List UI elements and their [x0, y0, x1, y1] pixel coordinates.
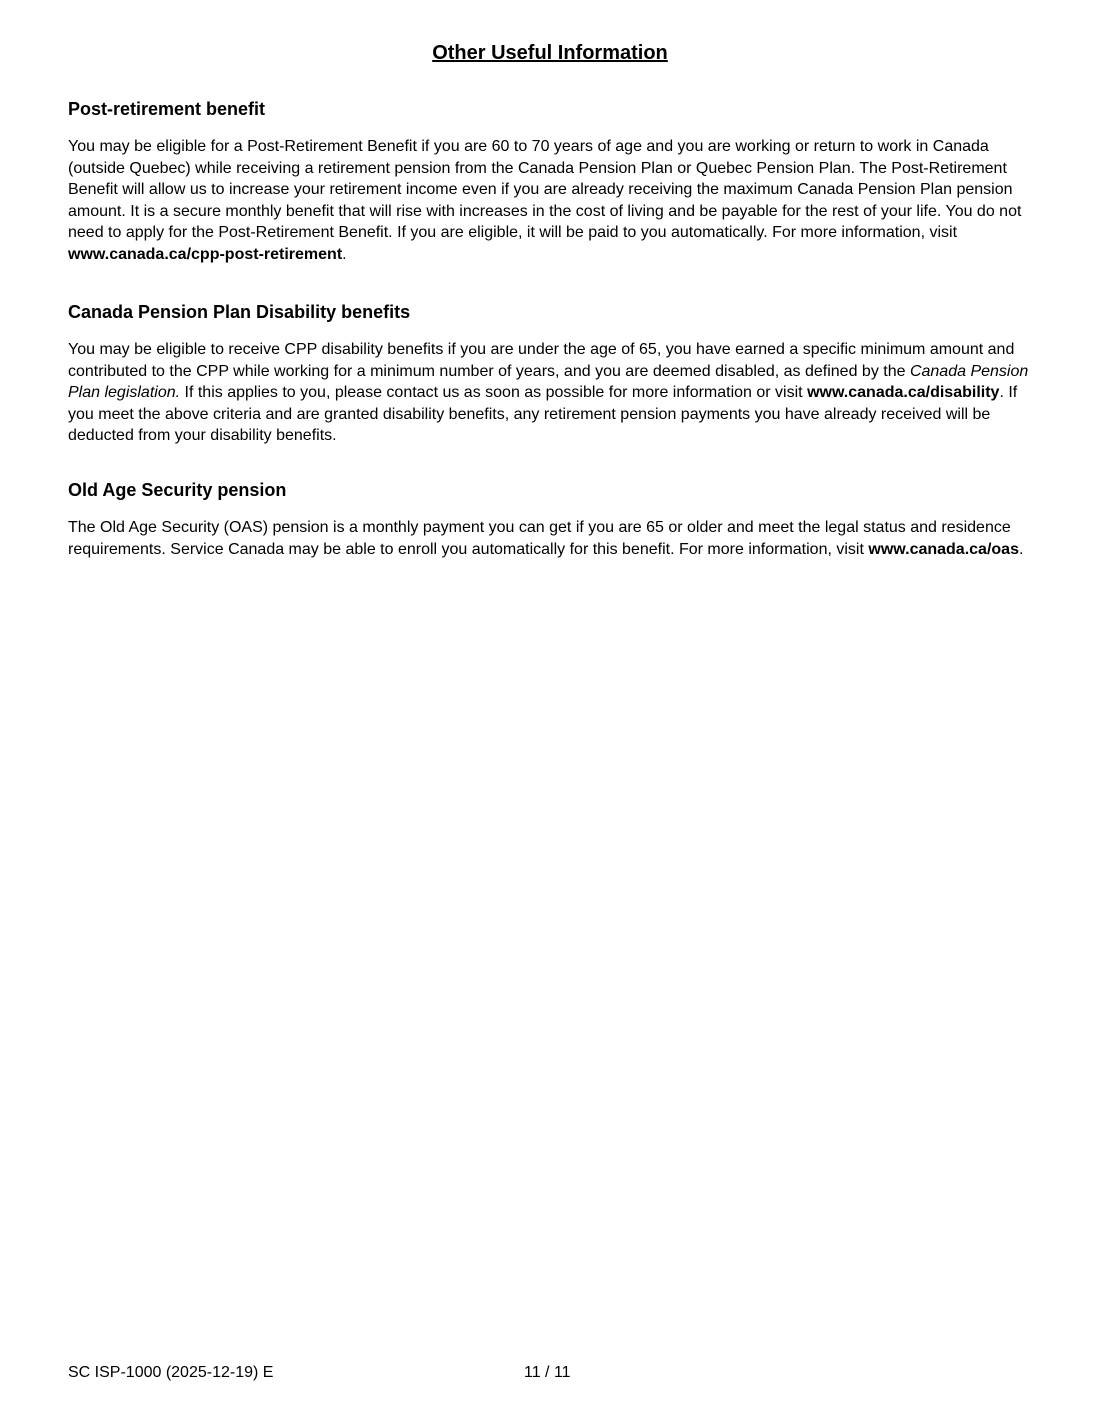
section-heading: Old Age Security pension: [68, 480, 287, 500]
page-title: Other Useful Information: [432, 42, 668, 64]
page-number: 11 / 11: [524, 1364, 571, 1381]
body-text: . If you meet the above criteria and are granted disability benefits, any retirement pension payments you have already received will be deducted from your disability benefits.: [68, 384, 1018, 445]
oas-link[interactable]: www.canada.ca/oas: [868, 540, 1019, 558]
section-body: [68, 136, 1038, 266]
cpp-post-retirement-link[interactable]: www.canada.ca/cpp-post-retirement: [68, 245, 343, 263]
body-text: You may be eligible to receive CPP disability benefits if you are under the age of 65, you have earned a specific minimum amount and contributed to the CPP while working for a minimum number of years, and you are deemed disabled, as defined by the: [68, 341, 1015, 380]
legislation-reference: Canada Pension Plan legislation.: [68, 362, 1029, 402]
body-text: .: [1018, 540, 1024, 558]
body-text: The Old Age Security (OAS) pension is a monthly payment you can get if you are 65 or older and meet the legal status and residence requirements. Service Canada may be able to enroll you automatically for this benefit. For more information, visit: [68, 519, 1011, 558]
section-post-retirement-benefit: [68, 98, 1038, 266]
section-heading: Post-retirement benefit: [68, 99, 266, 119]
section-heading: Canada Pension Plan Disability benefits: [68, 302, 411, 322]
body-text: You may be eligible for a Post-Retirement Benefit if you are 60 to 70 years of age and you are working or return to work in Canada (outside Quebec) while receiving a retirement pension from the Canada Pension Plan or Quebec Pension Plan. The Post-Retirement Benefit will allow us to increase your retirement income even if you are already receiving the maximum Canada Pension Plan pension amount. It is a secure monthly benefit that will rise with increases in the cost of living and be payable for the rest of your life. You do not need to apply for the Post-Retirement Benefit. If you are eligible, it will be paid to you automatically. For more information, visit: [68, 138, 1022, 242]
form-identifier: SC ISP-1000 (2025-12-19) E: [68, 1364, 274, 1381]
body-text: If this applies to you, please contact us as soon as possible for more information or visit: [180, 384, 808, 402]
body-text: .: [342, 245, 347, 263]
section-body: [68, 517, 1038, 560]
section-body: [68, 339, 1038, 447]
disability-link[interactable]: www.canada.ca/disability: [807, 384, 1000, 402]
section-old-age-security-pension: [68, 479, 1038, 560]
section-cpp-disability-benefits: [68, 301, 1038, 447]
